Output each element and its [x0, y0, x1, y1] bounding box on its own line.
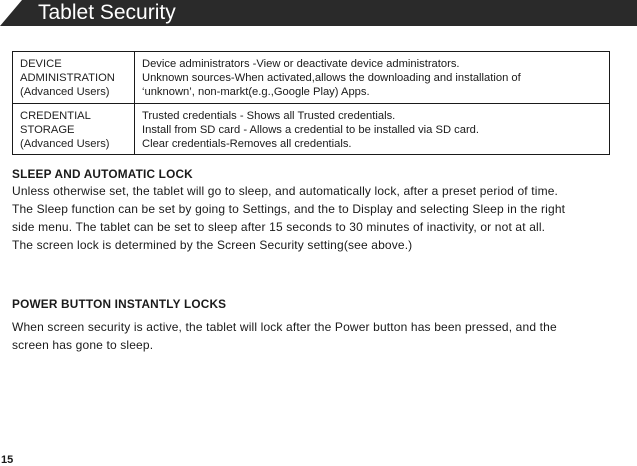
table-row [13, 52, 610, 104]
label-line: STORAGE [20, 124, 75, 136]
description-line: Device administrators -View or deactivate device administrators. [142, 58, 460, 70]
row-description-device-administration [135, 52, 610, 104]
label-line: DEVICE [20, 58, 62, 70]
label-line: CREDENTIAL [20, 110, 91, 122]
settings-table [12, 51, 610, 155]
paragraph-line: The Sleep function can be set by going to Settings, and the to Display and selecting Sleep in the right [12, 202, 566, 216]
section-body-sleep [12, 182, 612, 254]
paragraph-line: The screen lock is determined by the Screen Security setting(see above.) [12, 238, 413, 252]
section-heading-power-button: POWER BUTTON INSTANTLY LOCKS [12, 297, 227, 311]
section-heading-sleep: SLEEP AND AUTOMATIC LOCK [12, 167, 193, 181]
description-line: Unknown sources-When activated,allows the downloading and installation of [142, 72, 521, 84]
page-number: 15 [1, 454, 14, 466]
label-line: ADMINISTRATION [20, 72, 115, 84]
row-label-credential-storage [13, 104, 135, 155]
paragraph-line: When screen security is active, the tablet will lock after the Power button has been pressed, and the [12, 320, 557, 334]
row-label-device-administration [13, 52, 135, 104]
description-line: ‘unknown’, non-markt(e.g.,Google Play) Apps. [142, 86, 370, 98]
paragraph-line: Unless otherwise set, the tablet will go to sleep, and automatically lock, after a preset period of time. [12, 184, 559, 198]
description-line: Trusted credentials - Shows all Trusted credentials. [142, 110, 396, 122]
row-description-credential-storage [135, 104, 610, 155]
description-line: Clear credentials-Removes all credentials. [142, 138, 352, 150]
description-line: Install from SD card - Allows a credential to be installed via SD card. [142, 124, 480, 136]
title-banner [0, 0, 637, 26]
paragraph-line: side menu. The tablet can be set to sleep after 15 seconds to 30 minutes of inactivity, or not at all. [12, 220, 546, 234]
table-row [13, 104, 610, 155]
label-line: (Advanced Users) [20, 138, 110, 150]
section-body-power-button [12, 318, 612, 354]
paragraph-line: screen has gone to sleep. [12, 338, 154, 352]
label-line: (Advanced Users) [20, 86, 110, 98]
page-title: Tablet Security [38, 1, 176, 24]
